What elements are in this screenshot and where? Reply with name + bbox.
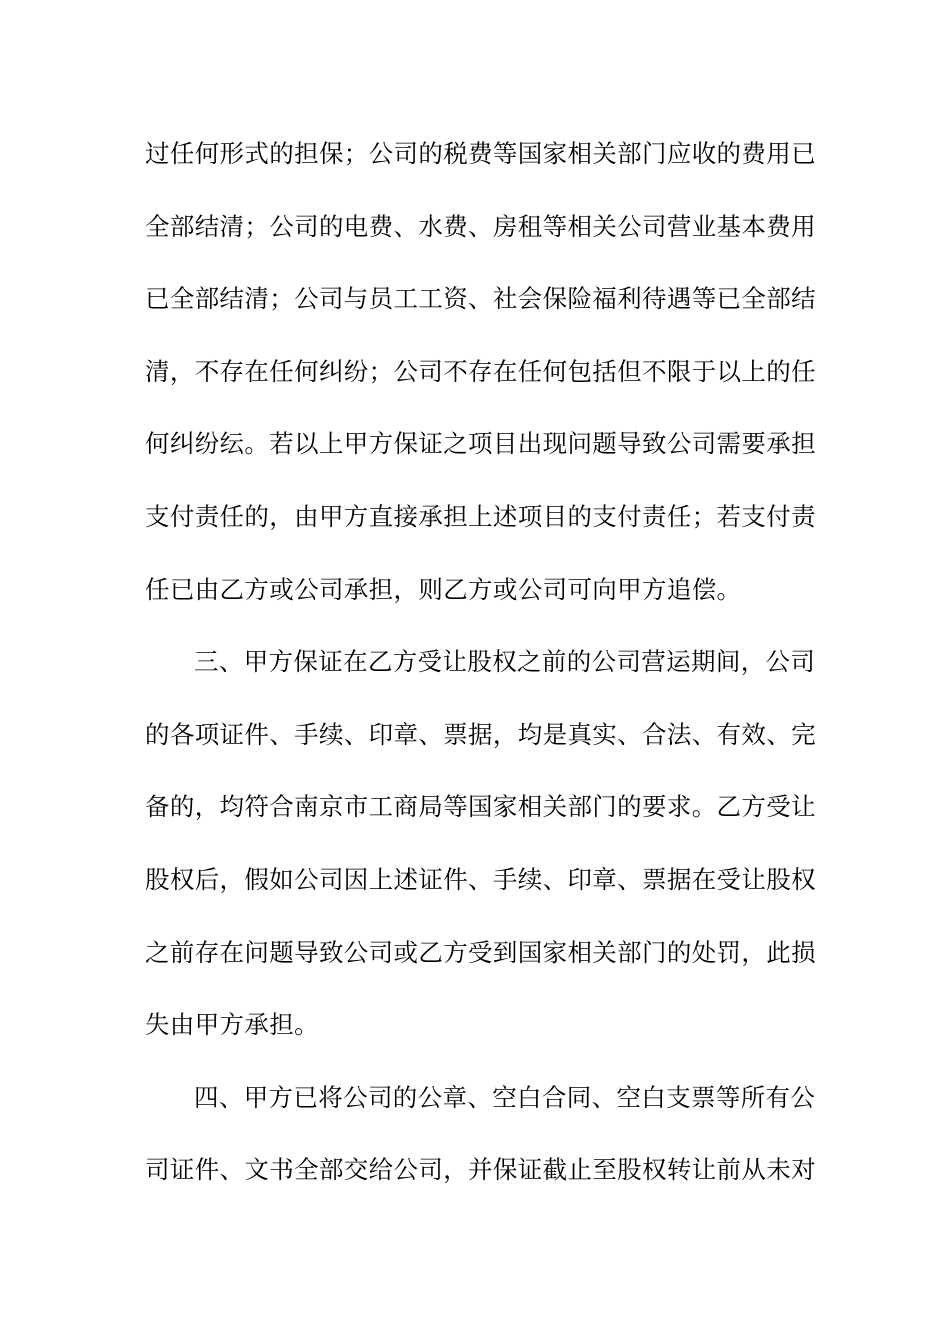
text-line: 支付责任的，由甲方直接承担上述项目的支付责任；若支付责 bbox=[145, 501, 816, 531]
text-line: 任已由乙方或公司承担，则乙方或公司可向甲方追偿。 bbox=[145, 574, 742, 604]
text-line: 清，不存在任何纠纷；公司不存在任何包括但不限于以上的任 bbox=[145, 356, 816, 386]
document-body bbox=[145, 130, 816, 1219]
paragraph-start-line: 三、甲方保证在乙方受让股权之前的公司营运期间，公司 bbox=[194, 647, 816, 677]
text-line: 何纠纷纭。若以上甲方保证之项目出现问题导致公司需要承担 bbox=[145, 429, 816, 459]
paragraph-start-line: 四、甲方已将公司的公章、空白合同、空白支票等所有公 bbox=[194, 1082, 816, 1112]
text-line: 司证件、文书全部交给公司，并保证截止至股权转让前从未对 bbox=[145, 1155, 816, 1185]
text-line: 过任何形式的担保；公司的税费等国家相关部门应收的费用已 bbox=[145, 139, 816, 168]
text-line: 的各项证件、手续、印章、票据，均是真实、合法、有效、完 bbox=[145, 719, 816, 749]
text-line: 已全部结清；公司与员工工资、社会保险福利待遇等已全部结 bbox=[145, 284, 816, 314]
text-line: 全部结清；公司的电费、水费、房租等相关公司营业基本费用 bbox=[145, 211, 816, 241]
text-line: 备的，均符合南京市工商局等国家相关部门的要求。乙方受让 bbox=[145, 792, 816, 822]
text-line: 股权后，假如公司因上述证件、手续、印章、票据在受让股权 bbox=[145, 864, 816, 894]
text-line: 失由甲方承担。 bbox=[145, 1010, 319, 1040]
text-line: 之前存在问题导致公司或乙方受到国家相关部门的处罚，此损 bbox=[145, 937, 816, 967]
